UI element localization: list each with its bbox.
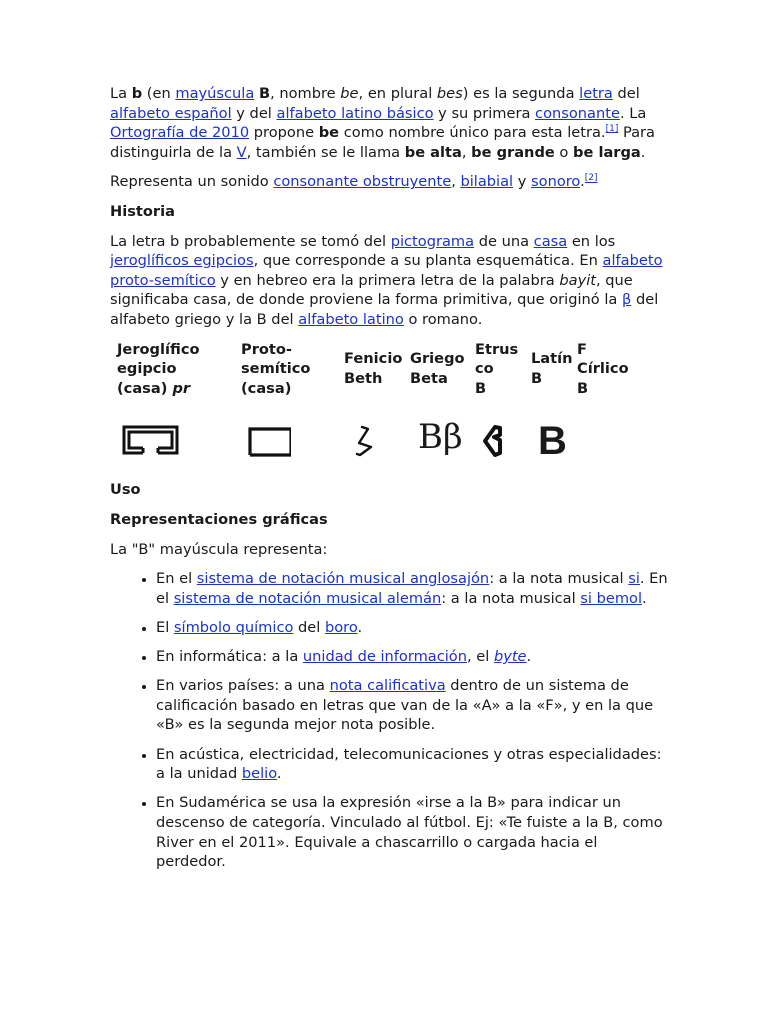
link-casa[interactable]: casa [533, 232, 568, 250]
intro-paragraph [110, 84, 670, 162]
text: . [276, 765, 282, 783]
header-line: B [531, 369, 543, 387]
text: La letra b probablemente se tomó del [110, 232, 391, 250]
link-sonoro[interactable]: sonoro [531, 173, 581, 191]
text: (en [142, 85, 176, 102]
text: propone [249, 124, 319, 142]
header-proto-semitico [241, 340, 344, 417]
text: . [640, 143, 646, 161]
link-notacion-aleman[interactable]: sistema de notación musical alemán [173, 589, 442, 607]
header-line: Proto- [241, 340, 292, 358]
reference-2[interactable]: [2] [584, 173, 598, 184]
header-line: F [577, 340, 587, 358]
text: , también se le llama [246, 143, 405, 161]
historia-heading: Historia [110, 202, 175, 220]
text: , que significaba casa, de donde proviene la forma primitiva, que originó la [110, 271, 633, 309]
text: y su primera [433, 104, 536, 122]
list-item [156, 793, 670, 871]
latin-b-text: B [538, 419, 567, 464]
text: En acústica, electricidad, telecomunicaciones y otras especialidades: a la unidad [156, 745, 662, 783]
text: ) es la segunda [462, 85, 580, 102]
text: En Sudamérica se usa la expresión «irse a la B» para indicar un descenso de categoría. Vinculado al fútbol. Ej: «Te fuiste a la B, como River en el 2011». Equivale a chascarrillo o cargada hacia el perdedor. [156, 794, 663, 871]
text: o romano. [403, 310, 483, 328]
text: . En el [156, 570, 668, 607]
representaciones-heading: Representaciones gráficas [110, 510, 328, 528]
header-etrusco [475, 340, 531, 417]
uso-list [110, 569, 670, 872]
text: Representa un sonido [110, 173, 274, 191]
link-byte[interactable]: byte [493, 648, 527, 666]
header-line: Etrus [475, 340, 519, 358]
header-line: (casa) [241, 379, 292, 397]
header-latin [531, 340, 577, 417]
text: en los [567, 232, 616, 250]
link-pictograma[interactable]: pictograma [390, 232, 475, 250]
text: , [461, 143, 472, 161]
list-item [156, 569, 670, 608]
header-jeroglifico [117, 340, 241, 417]
text: . [580, 173, 585, 191]
link-jeroglificos-egipcios[interactable]: jeroglíficos egipcios [110, 252, 254, 270]
header-line: Griego [410, 350, 465, 368]
text: como nombre único para esta letra. [339, 124, 606, 142]
header-line: co [475, 360, 494, 378]
list-item [156, 618, 670, 638]
table-header-row [117, 340, 637, 417]
link-si[interactable]: si [628, 570, 640, 588]
text: , que corresponde a su planta esquemática. En [253, 252, 603, 270]
header-line: semítico [241, 360, 311, 378]
link-boro[interactable]: boro [324, 618, 358, 636]
egyptian-house-glyph [117, 416, 241, 466]
header-fenicio [344, 340, 410, 417]
text: , el [466, 648, 494, 666]
sound-paragraph [110, 172, 670, 192]
greek-beta-glyph [410, 416, 475, 466]
text: Para distinguirla de la [110, 124, 655, 161]
article-body [110, 84, 670, 881]
header-line: Círlico [577, 360, 629, 378]
list-item [156, 647, 670, 667]
text: . [357, 618, 363, 636]
header-line: B [577, 379, 589, 397]
link-notacion-anglosajon[interactable]: sistema de notación musical anglosajón [196, 570, 490, 588]
link-unidad-informacion[interactable]: unidad de información [302, 648, 467, 666]
text: . [642, 589, 647, 607]
etruscan-b-icon [475, 421, 515, 461]
letter-evolution-table [117, 340, 637, 467]
link-v[interactable]: V [236, 143, 247, 161]
header-line: Latín [531, 350, 573, 368]
link-belio[interactable]: belio [241, 765, 277, 783]
cyrillic-b-glyph [577, 416, 637, 466]
text: . La [619, 104, 647, 122]
text: del alfabeto griego y la B del [110, 291, 659, 328]
link-alfabeto-proto-semitico[interactable]: alfabeto proto-semítico [110, 252, 663, 289]
header-line: egipcio [117, 360, 177, 378]
text: , [451, 173, 461, 191]
text: y [513, 173, 532, 191]
greek-beta-text: Bβ [418, 417, 463, 458]
text: En el [156, 570, 197, 588]
uso-heading: Uso [110, 481, 141, 499]
text: y del [231, 104, 277, 122]
header-italic: pr [172, 379, 191, 397]
list-item [156, 745, 670, 784]
latin-b-glyph [531, 416, 577, 466]
header-griego [410, 340, 475, 417]
link-ortografia-2010[interactable]: Ortografía de 2010 [110, 124, 250, 142]
header-line: Beth [344, 369, 383, 387]
header-line: Jeroglífico [117, 340, 200, 358]
uso-lead: La "B" mayúscula representa: [110, 540, 328, 558]
text: y en hebreo era la primera letra de la palabra [215, 271, 560, 289]
list-item [156, 676, 670, 735]
link-nota-calificativa[interactable]: nota calificativa [329, 677, 446, 695]
historia-paragraph [110, 232, 670, 330]
link-simbolo-quimico[interactable]: símbolo químico [173, 618, 294, 636]
link-alfabeto-latino-basico[interactable]: alfabeto latino básico [276, 104, 434, 122]
proto-semitic-glyph [241, 416, 344, 466]
hieroglyph-house-icon [117, 421, 181, 461]
header-line: Fenicio [344, 350, 403, 368]
text: del [612, 85, 640, 102]
header-line: B [475, 379, 487, 397]
text: , en plural [358, 85, 437, 102]
text: de una [474, 232, 534, 250]
bold-text: b [131, 85, 143, 102]
link-bilabial[interactable]: bilabial [460, 173, 514, 191]
phoenician-beth-icon [344, 421, 384, 461]
link-si-bemol[interactable]: si bemol [580, 589, 643, 607]
text: : a la nota musical [489, 570, 629, 588]
text: La [110, 85, 132, 102]
text: En informática: a la [156, 648, 303, 666]
proto-semitic-house-icon [241, 421, 291, 461]
link-consonante-obstruyente[interactable]: consonante obstruyente [273, 173, 452, 191]
link-alfabeto-espanol[interactable]: alfabeto español [110, 104, 232, 122]
header-line: Beta [410, 369, 448, 387]
italic-text: be [340, 85, 359, 102]
table-glyph-row [117, 416, 637, 466]
bold-text: be alta [404, 143, 462, 161]
link-consonante[interactable]: consonante [535, 104, 620, 122]
header-cirilico [577, 340, 637, 417]
reference-1[interactable]: [1] [605, 124, 619, 135]
text: El [156, 618, 174, 636]
text: En varios países: a una [156, 677, 330, 695]
text: . [526, 648, 532, 666]
etruscan-b-glyph [475, 416, 531, 466]
text: del [293, 618, 325, 636]
italic-text: bes [436, 85, 463, 102]
header-line: (casa) [117, 379, 173, 397]
text: , nombre [270, 85, 341, 102]
phoenician-beth-glyph [344, 416, 410, 466]
link-alfabeto-latino[interactable]: alfabeto latino [298, 310, 404, 328]
text: : a la nota musical [441, 589, 581, 607]
bold-text: B [258, 85, 271, 102]
bold-text: be larga [573, 143, 641, 161]
link-beta[interactable]: β [622, 291, 632, 309]
link-letra[interactable]: letra [579, 85, 613, 102]
bold-text: be [318, 124, 340, 142]
text: dentro de un sistema de calificación basado en letras que van de la «A» a la «F», y en la que «B» es la segunda mejor nota posible. [156, 677, 654, 734]
link-mayuscula[interactable]: mayúscula [175, 85, 255, 102]
bold-text: be grande [471, 143, 555, 161]
text: o [554, 143, 574, 161]
italic-text: bayit [559, 271, 596, 289]
